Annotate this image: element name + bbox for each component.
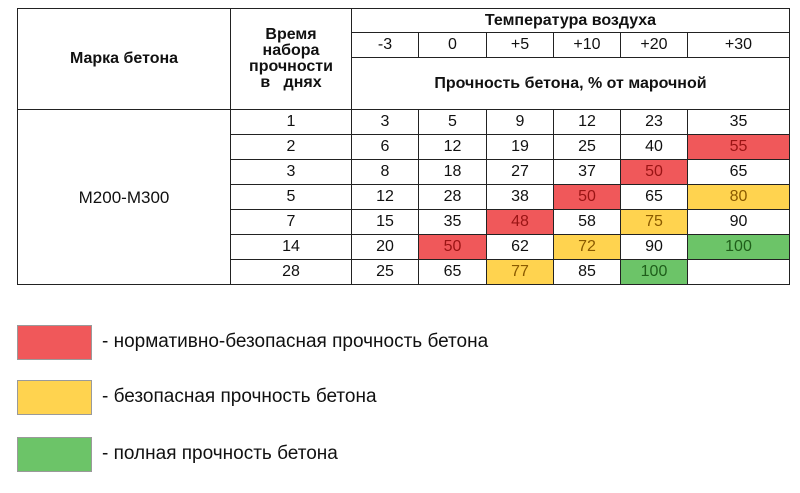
concrete-strength-table (17, 8, 790, 285)
strength-cell: 55 (688, 135, 790, 160)
strength-cell: 12 (419, 135, 487, 160)
time-header (231, 9, 352, 110)
strength-cell: 19 (487, 135, 554, 160)
strength-cell: 48 (487, 210, 554, 235)
day-cell: 3 (231, 160, 352, 185)
strength-cell: 12 (352, 185, 419, 210)
strength-cell: 77 (487, 260, 554, 285)
strength-cell: 100 (621, 260, 688, 285)
strength-cell: 65 (688, 160, 790, 185)
day-cell: 1 (231, 110, 352, 135)
temp-header-cell: +10 (554, 33, 621, 58)
strength-cell: 72 (554, 235, 621, 260)
strength-cell: 35 (688, 110, 790, 135)
strength-cell: 58 (554, 210, 621, 235)
temp-header-cell: -3 (352, 33, 419, 58)
strength-cell: 65 (621, 185, 688, 210)
strength-cell: 3 (352, 110, 419, 135)
strength-cell: 15 (352, 210, 419, 235)
strength-cell: 23 (621, 110, 688, 135)
strength-cell: 28 (419, 185, 487, 210)
legend-swatch (17, 437, 92, 472)
brand-value: М200-М300 (18, 110, 231, 285)
time-header-line: в днях (260, 74, 322, 91)
strength-cell: 37 (554, 160, 621, 185)
legend-item (17, 379, 377, 415)
temp-header-cell: +30 (688, 33, 790, 58)
strength-cell: 65 (419, 260, 487, 285)
strength-cell: 50 (554, 185, 621, 210)
temperature-header: Температура воздуха (352, 9, 790, 33)
time-header-line: прочности (249, 58, 333, 75)
day-cell: 2 (231, 135, 352, 160)
day-cell: 14 (231, 235, 352, 260)
day-cell: 28 (231, 260, 352, 285)
time-header-line: набора (262, 42, 320, 59)
strength-cell: 85 (554, 260, 621, 285)
strength-cell: 12 (554, 110, 621, 135)
strength-cell: 75 (621, 210, 688, 235)
strength-cell (688, 260, 790, 285)
strength-cell: 80 (688, 185, 790, 210)
legend-label: - полная прочность бетона (102, 443, 338, 464)
temp-header-cell: +20 (621, 33, 688, 58)
day-cell: 7 (231, 210, 352, 235)
strength-cell: 35 (419, 210, 487, 235)
legend-item (17, 436, 338, 472)
strength-cell: 20 (352, 235, 419, 260)
strength-cell: 5 (419, 110, 487, 135)
temp-header-cell: 0 (419, 33, 487, 58)
legend-label: - безопасная прочность бетона (102, 386, 377, 407)
strength-header: Прочность бетона, % от марочной (352, 58, 790, 110)
strength-cell: 25 (554, 135, 621, 160)
strength-cell: 38 (487, 185, 554, 210)
strength-cell: 100 (688, 235, 790, 260)
strength-cell: 90 (621, 235, 688, 260)
temp-header-cell: +5 (487, 33, 554, 58)
strength-cell: 50 (419, 235, 487, 260)
legend-item (17, 324, 488, 360)
strength-cell: 27 (487, 160, 554, 185)
strength-cell: 62 (487, 235, 554, 260)
day-cell: 5 (231, 185, 352, 210)
strength-cell: 90 (688, 210, 790, 235)
strength-cell: 50 (621, 160, 688, 185)
strength-cell: 8 (352, 160, 419, 185)
brand-header: Марка бетона (18, 9, 231, 110)
time-header-line: Время (265, 26, 317, 43)
legend-label: - нормативно-безопасная прочность бетона (102, 331, 489, 352)
strength-cell: 18 (419, 160, 487, 185)
strength-cell: 40 (621, 135, 688, 160)
strength-cell: 25 (352, 260, 419, 285)
strength-cell: 6 (352, 135, 419, 160)
strength-cell: 9 (487, 110, 554, 135)
legend-swatch (17, 325, 92, 360)
table-row (18, 110, 790, 135)
legend-swatch (17, 380, 92, 415)
